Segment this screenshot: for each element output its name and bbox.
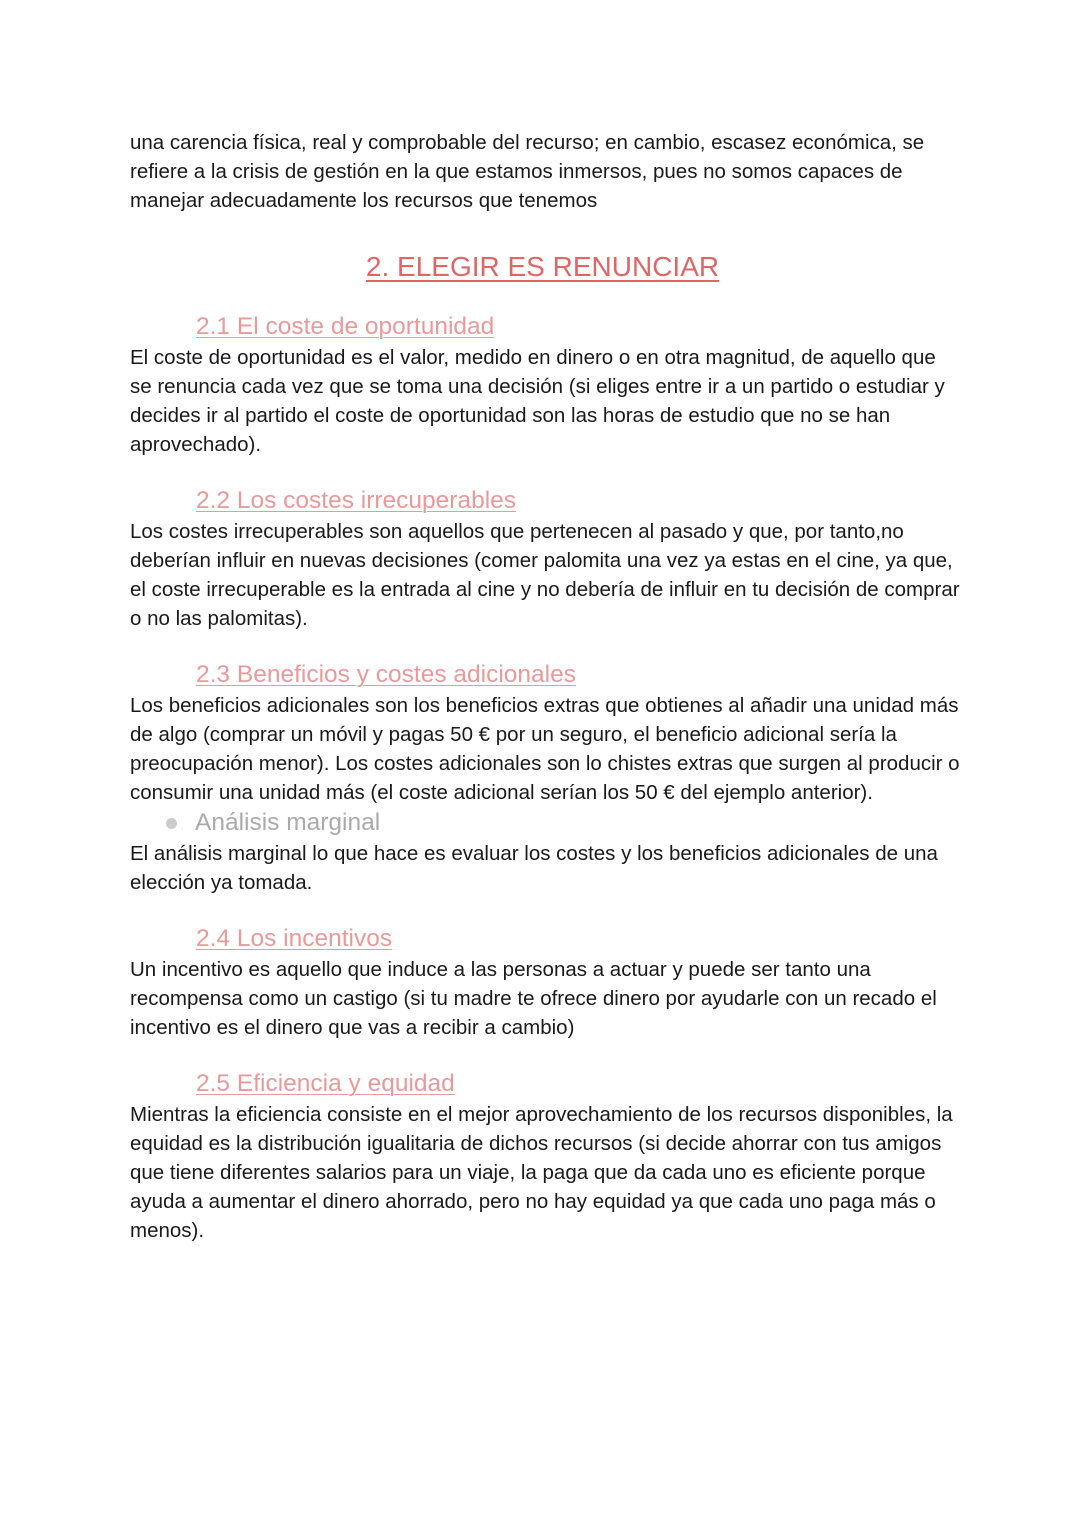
section-title: 2. ELEGIR ES RENUNCIAR [365, 251, 720, 282]
bullet-label: Análisis marginal [195, 809, 381, 836]
document-page [130, 128, 960, 1245]
subsection-heading-2-4: 2.4 Los incentivos [196, 925, 393, 952]
subsection-body-2-3: Los beneficios adicionales son los beneficios extras que obtienes al añadir una unidad más de algo (comprar un móvil y pagas 50 € por un seguro, el beneficio adicional sería la preocupación menor). Los costes adicionales son lo chistes extras que surgen al producir o consumir una unidad más (el coste adicional serían los 50 € del ejemplo anterior). [130, 694, 960, 804]
subsection-heading-2-3: 2.3 Beneficios y costes adicionales [196, 661, 576, 688]
bullet-body: El análisis marginal lo que hace es evaluar los costes y los beneficios adicionales de una elección ya tomada. [130, 842, 938, 894]
subsection-heading-2-1: 2.1 El coste de oportunidad [196, 313, 495, 340]
subsection-body-2-4: Un incentivo es aquello que induce a las personas a actuar y puede ser tanto una recompensa como un castigo (si tu madre te ofrece dinero por ayudarle con un recado el incentivo es el dinero que vas a recibir a cambio) [130, 958, 937, 1039]
subsection-heading-2-2: 2.2 Los costes irrecuperables [196, 487, 517, 514]
subsection-body-2-2: Los costes irrecuperables son aquellos que pertenecen al pasado y que, por tanto,no deberían influir en nuevas decisiones (comer palomita una vez ya estas en el cine, ya que, el coste irrecuperable es la entrada al cine y no debería de influir en tu decisión de comprar o no las palomitas). [130, 520, 960, 630]
bullet-dot-icon [166, 818, 177, 829]
intro-paragraph: una carencia física, real y comprobable del recurso; en cambio, escasez económica, se refiere a la crisis de gestión en la que estamos inmersos, pues no somos capaces de manejar adecuadamente los recursos que tenemos [130, 131, 925, 212]
bullet-item-analisis-marginal [130, 807, 960, 839]
subsection-body-2-1: El coste de oportunidad es el valor, medido en dinero o en otra magnitud, de aquello que se renuncia cada vez que se toma una decisión (si eliges entre ir a un partido o estudiar y decides ir al partido el coste de oportunidad son las horas de estudio que no se han aprovechado). [130, 346, 945, 456]
subsection-heading-2-5: 2.5 Eficiencia y equidad [196, 1070, 455, 1097]
subsection-body-2-5: Mientras la eficiencia consiste en el mejor aprovechamiento de los recursos disponibles, la equidad es la distribución igualitaria de dichos recursos (si decide ahorrar con tus amigos que tiene diferentes salarios para un viaje, la paga que da cada uno es eficiente porque ayuda a aumentar el dinero ahorrado, pero no hay equidad ya que cada uno paga más o menos). [130, 1103, 953, 1242]
